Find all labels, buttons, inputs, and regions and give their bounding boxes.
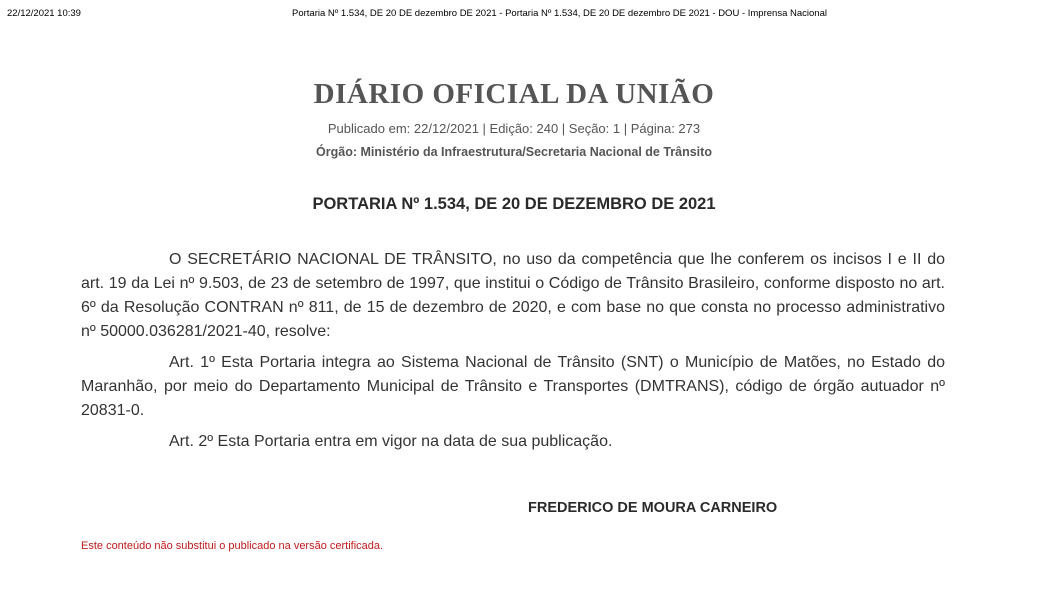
signature-name: FREDERICO DE MOURA CARNEIRO (528, 500, 778, 516)
paragraph-preamble: O SECRETÁRIO NACIONAL DE TRÂNSITO, no uso da competência que lhe conferem os incisos I e II do art. 19 da Lei nº 9.503, de 23 de setembro de 1997, que institui o Código de Trânsito Brasileiro, conforme disposto no art. 6º da Resolução CONTRAN nº 811, de 15 de dezembro de 2020, e com base no que consta no processo administrativo nº 50000.036281/2021-40, resolve: (81, 251, 945, 340)
paragraph-art-1: Art. 1º Esta Portaria integra ao Sistema Nacional de Trânsito (SNT) o Município de Matões, no Estado do Maranhão, por meio do Departamento Municipal de Trânsito e Transportes (DMTRANS), código de órgão autuador nº 20831-0. (81, 354, 945, 419)
publication-info: Publicado em: 22/12/2021 | Edição: 240 | Seção: 1 | Página: 273 (327, 121, 701, 136)
masthead-title: DIÁRIO OFICIAL DA UNIÃO (313, 78, 715, 110)
certified-version-disclaimer: Este conteúdo não substitui o publicado na versão certificada. (81, 540, 384, 552)
print-header (7, 8, 1047, 22)
document-body (81, 248, 945, 461)
print-datetime: 22/12/2021 10:39 (7, 8, 81, 19)
document-title: PORTARIA Nº 1.534, DE 20 DE DEZEMBRO DE 2021 (312, 195, 716, 213)
paragraph-art-2: Art. 2º Esta Portaria entra em vigor na data de sua publicação. (169, 433, 613, 450)
orgao-line: Órgão: Ministério da Infraestrutura/Secretaria Nacional de Trânsito (316, 145, 712, 159)
print-page-title: Portaria Nº 1.534, DE 20 DE dezembro DE 2021 - Portaria Nº 1.534, DE 20 DE dezembro DE 2021 - DOU - Imprensa Nacional (292, 8, 827, 19)
